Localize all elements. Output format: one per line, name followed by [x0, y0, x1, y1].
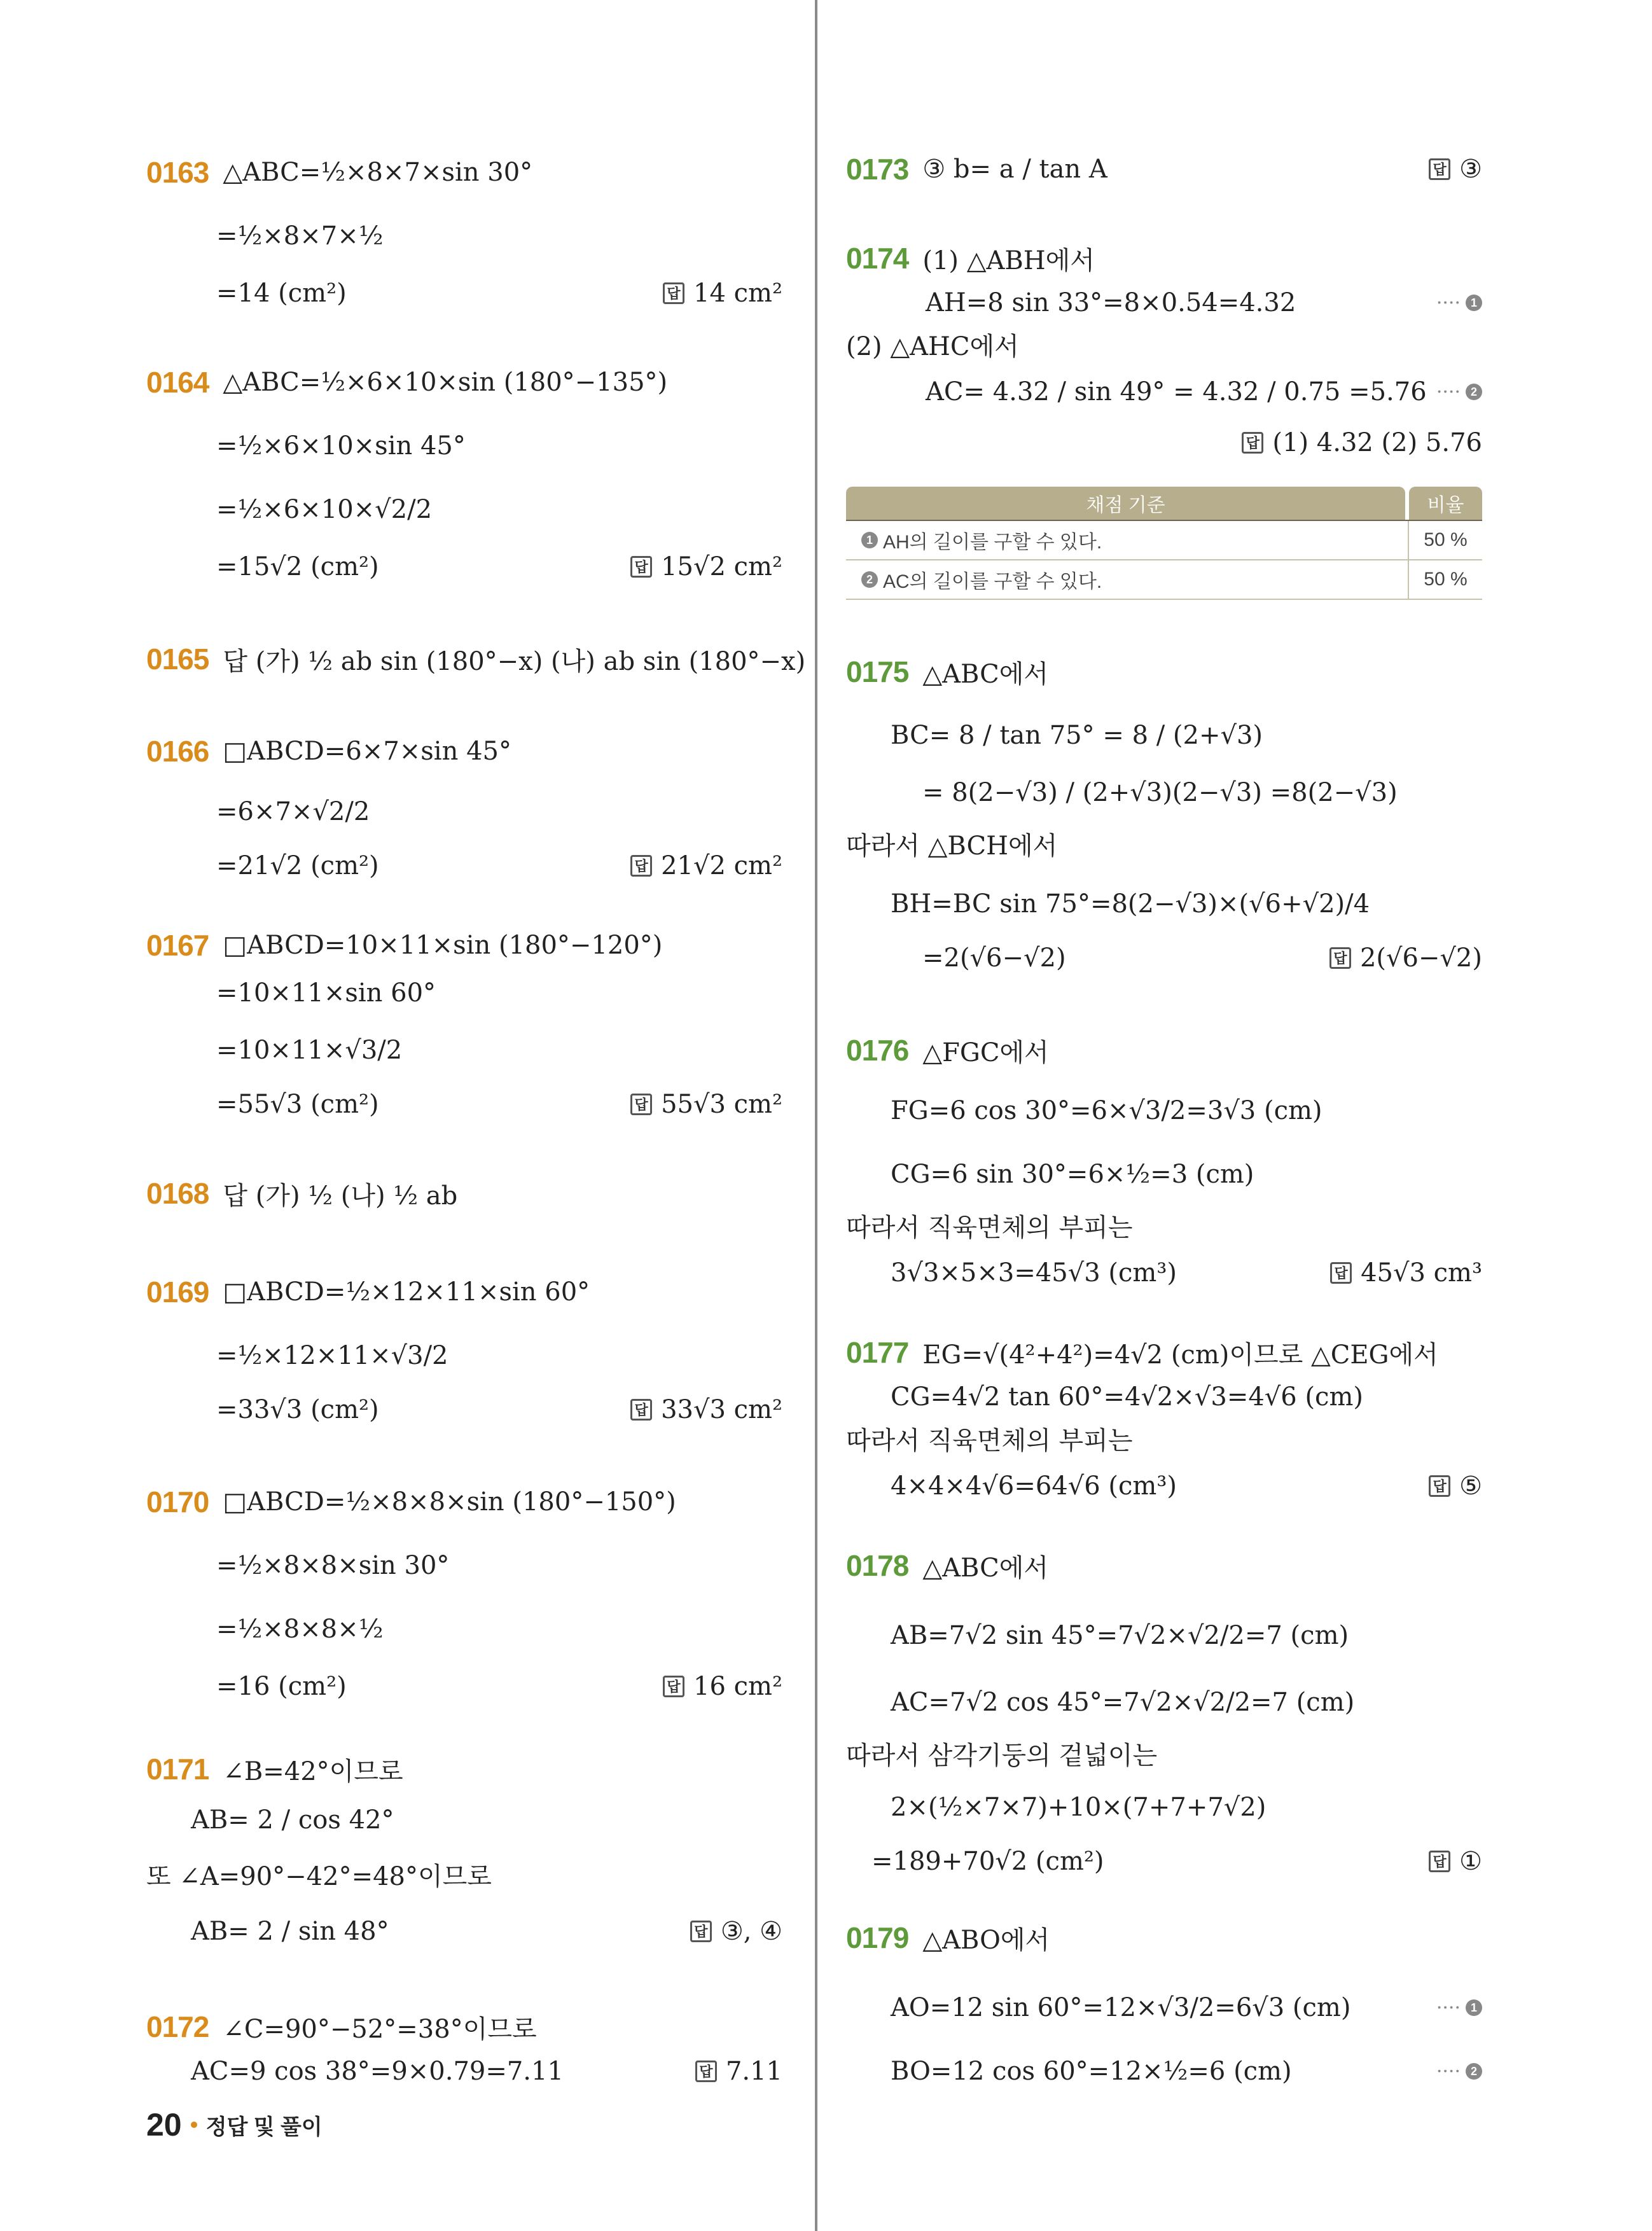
page-number: 20 — [146, 2107, 182, 2143]
problem-statement — [146, 1746, 403, 1792]
math-text: □ABCD=½×12×11×sin 60° — [223, 1277, 590, 1307]
math-text: △ABC에서 — [922, 1553, 1049, 1583]
problem-statement — [146, 359, 667, 405]
solution-step — [891, 1151, 1254, 1197]
math-text: CG=4√2 tan 60°=4√2×√3=4√6 (cm) — [891, 1382, 1363, 1412]
solution-step — [146, 1851, 492, 1897]
problem-statement — [146, 728, 511, 774]
solution-step — [891, 712, 1263, 758]
footer-dot-icon — [191, 2122, 197, 2128]
problem-statement — [146, 1269, 590, 1315]
solution-step — [191, 1908, 389, 1954]
answer-value: (1) 4.32 (2) 5.76 — [1272, 428, 1482, 457]
problem-statement — [146, 149, 532, 195]
answer-value: 2(√6−√2) — [1359, 943, 1482, 973]
problem-number: 0174 — [846, 242, 909, 275]
problem-number: 0173 — [846, 153, 909, 186]
math-text: 따라서 직육면체의 부피는 — [846, 1213, 1133, 1242]
answer-mark-icon: 답 — [630, 556, 652, 578]
answer-mark-icon: 답 — [1429, 158, 1450, 180]
step-marker: ···· 1 — [1436, 280, 1482, 326]
problem-number: 0168 — [146, 1177, 209, 1210]
math-text: =189+70√2 (cm²) — [871, 1847, 1104, 1876]
answer-value: 45√3 cm³ — [1361, 1258, 1482, 1288]
problem-number: 0178 — [846, 1549, 909, 1582]
solution-step — [216, 1543, 449, 1588]
solution-step — [216, 544, 379, 590]
problem-number: 0179 — [846, 1921, 909, 1954]
problem-statement — [846, 146, 1107, 192]
answer — [1429, 146, 1482, 192]
solution-step — [846, 1202, 1132, 1248]
math-text: =21√2 (cm²) — [216, 851, 379, 880]
math-text: BH=BC sin 75°=8(2−√3)×(√6+√2)/4 — [891, 889, 1370, 919]
solution-step — [216, 970, 436, 1016]
math-text: (2) △AHC에서 — [846, 331, 1019, 361]
math-text: 따라서 △BCH에서 — [846, 831, 1058, 861]
problem-statement — [146, 2004, 537, 2050]
solution-step — [191, 1797, 394, 1843]
marker-icon: 1 — [861, 532, 878, 548]
solution-step — [216, 1664, 347, 1709]
math-text: =15√2 (cm²) — [216, 552, 379, 581]
marker-icon: 2 — [861, 571, 878, 588]
solution-step — [216, 1081, 379, 1127]
answer-mark-icon: 답 — [1242, 432, 1263, 454]
math-text: AB=7√2 sin 45°=7√2×√2/2=7 (cm) — [891, 1621, 1349, 1650]
answer-value: ⑤ — [1459, 1471, 1482, 1501]
answer-mark-icon: 답 — [1330, 1262, 1352, 1284]
math-text: 답 (가) ½ (나) ½ ab — [223, 1181, 458, 1211]
rubric-header: 채점 기준 — [846, 487, 1405, 520]
solution-step — [216, 1387, 379, 1433]
solution-step — [891, 2048, 1292, 2094]
answer — [1329, 935, 1482, 981]
solution-step — [216, 213, 384, 259]
problem-number: 0175 — [846, 655, 909, 688]
solution-step — [891, 1463, 1177, 1509]
solution-step — [216, 423, 466, 469]
problem-statement — [846, 649, 1048, 695]
math-text: ∠B=42°이므로 — [223, 1756, 403, 1786]
answer — [695, 2048, 782, 2094]
problem-number: 0176 — [846, 1034, 909, 1067]
solution-step — [891, 1784, 1266, 1830]
answer-mark-icon: 답 — [663, 1676, 684, 1697]
solution-step — [216, 1606, 384, 1652]
problem-number: 0166 — [146, 735, 209, 768]
answer-value: ③ — [1459, 155, 1482, 184]
solution-step — [216, 487, 432, 532]
solution-step — [926, 280, 1296, 326]
math-text: =55√3 (cm²) — [216, 1090, 379, 1119]
answer-mark-icon: 답 — [1429, 1475, 1450, 1497]
step-marker: ···· 2 — [1436, 2048, 1482, 2094]
solution-step — [922, 935, 1066, 981]
answer-mark-icon: 답 — [630, 1399, 652, 1421]
solution-step — [846, 1415, 1132, 1461]
solution-step — [216, 1027, 402, 1073]
math-text: =6×7×√2/2 — [216, 797, 370, 826]
math-text: =½×6×10×√2/2 — [216, 495, 433, 524]
answer-mark-icon: 답 — [630, 855, 652, 877]
answer — [630, 1387, 782, 1433]
answer-mark-icon: 답 — [663, 282, 684, 304]
answer — [1330, 1250, 1482, 1296]
problem-number: 0172 — [146, 2010, 209, 2043]
problem-number: 0169 — [146, 1275, 209, 1309]
math-text: =½×8×7×½ — [216, 221, 384, 251]
math-text: 2×(½×7×7)+10×(7+7+7√2) — [891, 1793, 1267, 1822]
answer-mark-icon: 답 — [1429, 1851, 1450, 1872]
answer — [630, 843, 782, 889]
math-text: =½×6×10×sin 45° — [216, 431, 466, 461]
math-text: AC= 4.32 / sin 49° = 4.32 / 0.75 =5.76 — [926, 377, 1427, 407]
math-text: △ABC에서 — [922, 659, 1049, 689]
marker-icon: 1 — [1466, 1999, 1482, 2016]
math-text: AB= 2 / sin 48° — [191, 1917, 389, 1946]
answer — [630, 544, 782, 590]
solution-step — [891, 1374, 1363, 1420]
solution-step — [216, 270, 347, 316]
math-text: ③ b= a / tan A — [922, 155, 1107, 184]
solution-step — [871, 1838, 1104, 1884]
answer-value: 16 cm² — [693, 1672, 782, 1701]
solution-step — [891, 1613, 1349, 1658]
math-text: =½×8×8×½ — [216, 1615, 384, 1644]
math-text: AH=8 sin 33°=8×0.54=4.32 — [926, 288, 1296, 317]
problem-statement — [846, 1330, 1438, 1375]
problem-statement — [846, 1543, 1048, 1588]
solution-step — [926, 369, 1427, 415]
answer-mark-icon: 답 — [695, 2061, 717, 2082]
math-text: BO=12 cos 60°=12×½=6 (cm) — [891, 2057, 1292, 2086]
solution-step — [922, 770, 1398, 816]
footer-label: 정답 및 풀이 — [205, 2115, 323, 2139]
marker-icon: 1 — [1466, 295, 1482, 311]
rubric-ratio-header: 비율 — [1409, 487, 1482, 520]
math-text: □ABCD=6×7×sin 45° — [223, 737, 511, 766]
solution-step — [191, 2048, 564, 2094]
answer-mark-icon: 답 — [1329, 947, 1351, 969]
problem-number: 0165 — [146, 643, 209, 676]
answer — [630, 1081, 782, 1127]
rubric-ratio: 50 % — [1424, 569, 1468, 590]
solution-step — [891, 1985, 1350, 2031]
math-text: □ABCD=10×11×sin (180°−120°) — [223, 931, 663, 960]
answer-value: 55√3 cm² — [661, 1090, 782, 1119]
solution-step — [216, 789, 370, 835]
answer — [1429, 1838, 1482, 1884]
math-text: AB= 2 / cos 42° — [191, 1805, 394, 1835]
problem-statement — [846, 1027, 1049, 1073]
math-text: =½×8×8×sin 30° — [216, 1551, 450, 1580]
solution-step — [891, 1250, 1177, 1296]
column-divider — [815, 0, 817, 2231]
math-text: =14 (cm²) — [216, 279, 347, 308]
math-text: =16 (cm²) — [216, 1672, 347, 1701]
solution-step — [846, 321, 1019, 367]
math-text: CG=6 sin 30°=6×½=3 (cm) — [891, 1160, 1254, 1189]
problem-statement — [146, 922, 662, 968]
answer — [663, 270, 782, 316]
step-marker: ···· 2 — [1436, 369, 1482, 415]
math-text: AC=9 cos 38°=9×0.79=7.11 — [191, 2057, 564, 2086]
math-text: 또 ∠A=90°−42°=48°이므로 — [146, 1861, 492, 1891]
math-text: 따라서 직육면체의 부피는 — [846, 1426, 1133, 1456]
problem-number: 0177 — [846, 1336, 909, 1369]
solution-step — [846, 1730, 1157, 1776]
math-text: =33√3 (cm²) — [216, 1395, 379, 1424]
answer-value: 15√2 cm² — [661, 552, 782, 581]
answer-value: 21√2 cm² — [661, 851, 782, 880]
answer-mark-icon: 답 — [630, 1094, 652, 1115]
answer — [690, 1908, 782, 1954]
math-text: = 8(2−√3) / (2+√3)(2−√3) =8(2−√3) — [922, 778, 1398, 807]
problem-statement — [846, 1915, 1050, 1961]
math-text: △ABC=½×8×7×sin 30° — [223, 158, 533, 187]
problem-number: 0167 — [146, 929, 209, 962]
math-text: =10×11×sin 60° — [216, 978, 436, 1008]
problem-statement — [146, 636, 805, 682]
math-text: FG=6 cos 30°=6×√3/2=3√3 (cm) — [891, 1096, 1322, 1125]
solution-step — [891, 1679, 1354, 1725]
math-text: △FGC에서 — [922, 1038, 1049, 1067]
step-marker: ···· 1 — [1436, 1985, 1482, 2031]
answer-value: 7.11 — [725, 2057, 782, 2086]
marker-icon: 2 — [1466, 384, 1482, 400]
math-text: △ABO에서 — [922, 1925, 1050, 1955]
marker-icon: 2 — [1466, 2063, 1482, 2080]
math-text: 답 (가) ½ ab sin (180°−x) (나) ab sin (180°−x) — [223, 646, 806, 676]
problem-statement — [146, 1171, 457, 1216]
answer — [1242, 420, 1482, 466]
page-footer — [146, 2099, 323, 2150]
answer-value: ③, ④ — [720, 1917, 782, 1946]
problem-statement — [146, 1479, 676, 1525]
answer-value: 33√3 cm² — [661, 1395, 782, 1424]
solution-step — [891, 1088, 1322, 1134]
problem-number: 0163 — [146, 156, 209, 189]
solution-step — [846, 821, 1057, 866]
solution-step — [891, 881, 1370, 927]
math-text: AO=12 sin 60°=12×√3/2=6√3 (cm) — [891, 1993, 1351, 2022]
rubric-text: AH의 길이를 구할 수 있다. — [883, 532, 1102, 553]
solution-step — [216, 843, 379, 889]
rubric-row — [846, 520, 1482, 560]
answer-mark-icon: 답 — [690, 1921, 712, 1942]
math-text: □ABCD=½×8×8×sin (180°−150°) — [223, 1487, 676, 1517]
rubric-text: AC의 길이를 구할 수 있다. — [883, 571, 1102, 592]
math-text: =10×11×√3/2 — [216, 1036, 403, 1065]
math-text: =½×12×11×√3/2 — [216, 1341, 448, 1370]
problem-number: 0171 — [146, 1753, 209, 1786]
answer-value: ① — [1459, 1847, 1482, 1876]
solution-step — [216, 1333, 448, 1379]
answer-value: 14 cm² — [693, 279, 782, 308]
rubric-ratio: 50 % — [1424, 529, 1468, 550]
math-text: EG=√(4²+4²)=4√2 (cm)이므로 △CEG에서 — [922, 1340, 1438, 1370]
math-text: ∠C=90°−52°=38°이므로 — [223, 2014, 537, 2044]
math-text: BC= 8 / tan 75° = 8 / (2+√3) — [891, 721, 1263, 750]
math-text: △ABC=½×6×10×sin (180°−135°) — [223, 368, 668, 397]
math-text: 따라서 삼각기둥의 겉넓이는 — [846, 1741, 1158, 1770]
grading-rubric — [846, 487, 1482, 600]
problem-number: 0164 — [146, 366, 209, 399]
answer — [1429, 1463, 1482, 1509]
math-text: 3√3×5×3=45√3 (cm³) — [891, 1258, 1177, 1288]
math-text: 4×4×4√6=64√6 (cm³) — [891, 1471, 1177, 1501]
rubric-row — [846, 560, 1482, 600]
problem-number: 0170 — [146, 1485, 209, 1519]
answer — [663, 1664, 782, 1709]
math-text: =2(√6−√2) — [922, 943, 1066, 973]
math-text: AC=7√2 cos 45°=7√2×√2/2=7 (cm) — [891, 1688, 1355, 1717]
math-text: (1) △ABH에서 — [922, 246, 1095, 275]
problem-statement — [846, 235, 1095, 281]
